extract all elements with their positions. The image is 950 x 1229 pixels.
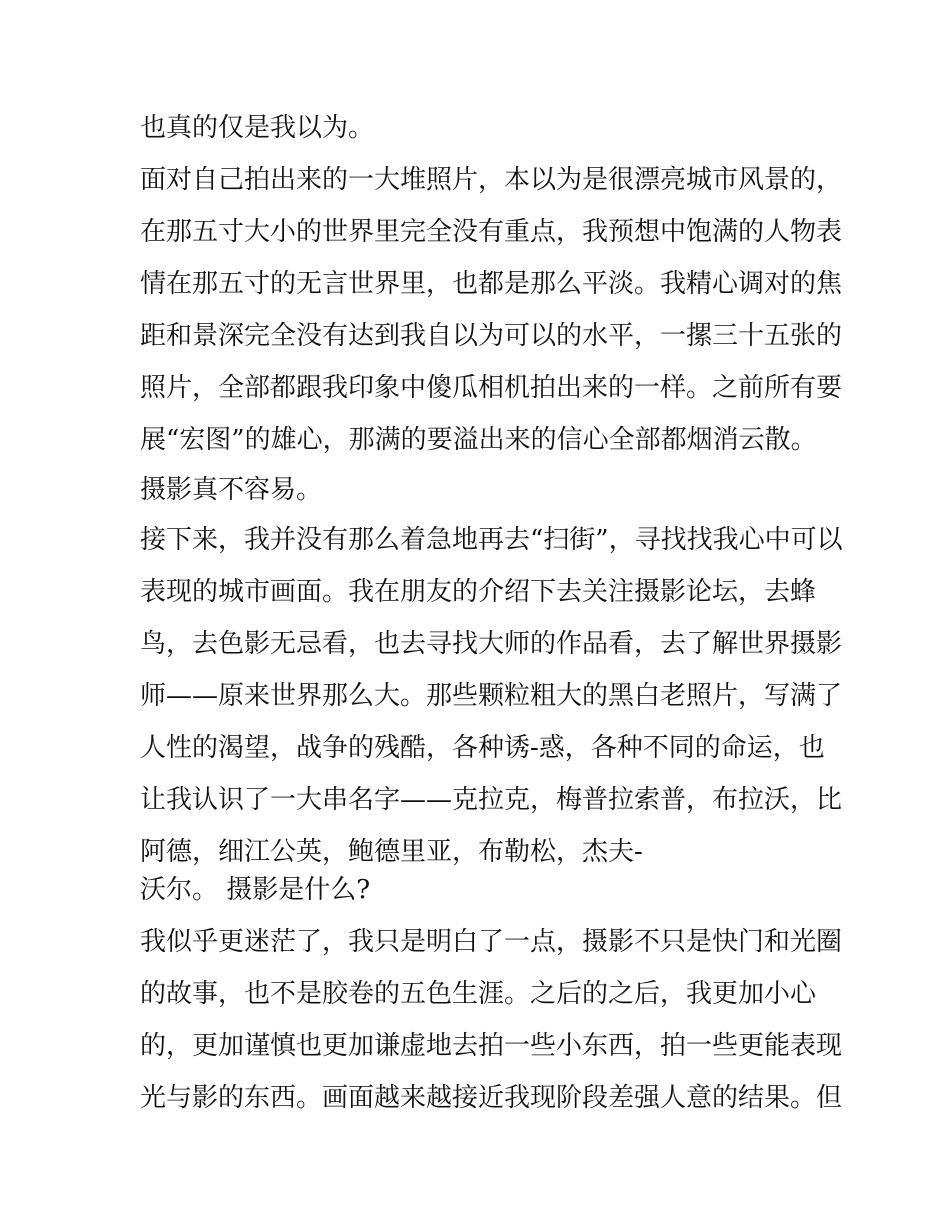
- text-line: 光与影的东西。画面越来越接近我现阶段差强人意的结果。但: [140, 1083, 843, 1113]
- text-line: 我似乎更迷茫了，我只是明白了一点，摄影不只是快门和光圈: [140, 927, 843, 957]
- text-line: 沃尔。 摄影是什么?: [140, 875, 371, 905]
- text-line: 接下来，我并没有那么着急地再去“扫街”，寻找找我心中可以: [140, 525, 843, 555]
- text-line: 的故事，也不是胶卷的五色生涯。之后的之后，我更加小心: [140, 979, 817, 1009]
- text-line: 人性的渴望，战争的残酷，各种诱-惑，各种不同的命运，也: [140, 733, 825, 763]
- text-line: 距和景深完全没有达到我自以为可以的水平，一摞三十五张的: [140, 321, 843, 351]
- text-line: 在那五寸大小的世界里完全没有重点，我预想中饱满的人物表: [140, 217, 843, 247]
- text-line: 鸟，去色影无忌看，也去寻找大师的作品看，去了解世界摄影: [140, 629, 843, 659]
- text-line: 师——原来世界那么大。那些颗粒粗大的黑白老照片，写满了: [140, 681, 843, 711]
- text-line: 情在那五寸的无言世界里，也都是那么平淡。我精心调对的焦: [140, 269, 843, 299]
- text-line: 的，更加谨慎也更加谦虚地去拍一些小东西，拍一些更能表现: [140, 1031, 843, 1061]
- text-line: 也真的仅是我以为。: [140, 113, 375, 143]
- text-line: 照片，全部都跟我印象中傻瓜相机拍出来的一样。之前所有要: [140, 373, 843, 403]
- text-line: 展“宏图”的雄心，那满的要溢出来的信心全部都烟消云散。: [140, 425, 817, 455]
- text-line: 让我认识了一大串名字——克拉克，梅普拉索普，布拉沃，比: [140, 785, 843, 815]
- text-line: 阿德，细江公英，鲍德里亚，布勒松，杰夫-: [140, 837, 643, 867]
- text-line: 面对自己拍出来的一大堆照片，本以为是很漂亮城市风景的，: [140, 165, 843, 195]
- text-line: 表现的城市画面。我在朋友的介绍下去关注摄影论坛，去蜂: [140, 577, 817, 607]
- text-line: 摄影真不容易。: [140, 475, 323, 505]
